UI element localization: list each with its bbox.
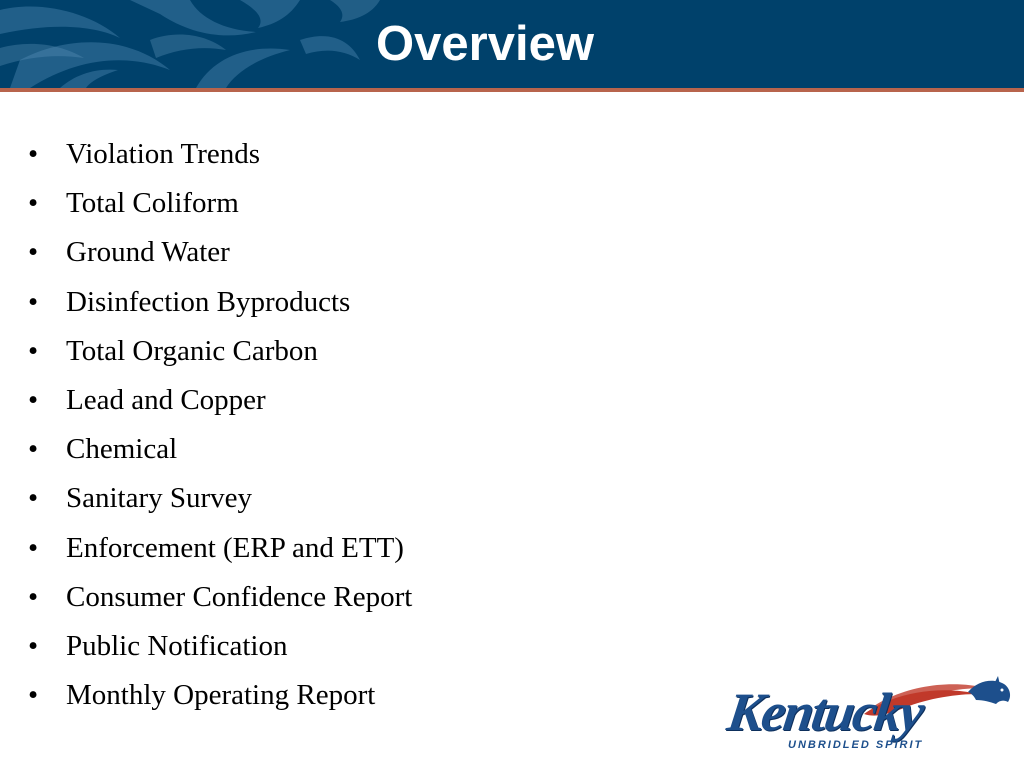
bullet-item [0,573,412,622]
title-banner [0,0,1024,88]
bullet-point: • [28,285,39,318]
bullet-point: • [28,531,39,564]
bullet-item [0,376,412,425]
bullet-item [0,228,412,277]
bullet-text: Disinfection Byproducts [66,285,351,318]
bullet-point: • [28,629,39,662]
bullet-text: Public Notification [66,629,288,662]
bullet-text: Violation Trends [66,138,261,170]
bullet-text: Lead and Copper [66,383,266,416]
kentucky-logo [722,672,1018,762]
bullet-item [0,130,412,179]
bullet-text: Monthly Operating Report [66,679,376,712]
bullet-point: • [28,334,39,367]
bullet-point: • [28,187,39,220]
bullet-item [0,671,412,720]
bullet-point: • [28,679,39,712]
bullet-point: • [28,482,39,515]
bullet-text: Total Organic Carbon [66,334,318,367]
title-underline [0,88,1024,92]
bullet-text: Ground Water [66,236,230,269]
bullet-point: • [28,580,39,613]
bullet-text: Enforcement (ERP and ETT) [66,531,404,564]
bullet-item [0,622,412,671]
bullet-item [0,524,412,573]
bullet-point: • [28,138,39,170]
bullet-text: Chemical [66,433,178,466]
bullet-list [0,130,412,720]
bullet-text: Consumer Confidence Report [66,580,413,613]
bullet-item [0,278,412,327]
bullet-text: Sanitary Survey [66,482,253,515]
bullet-item [0,327,412,376]
bullet-point: • [28,433,39,466]
slide-title: Overview [376,17,594,71]
logo-tagline: UNBRIDLED SPIRIT [788,739,924,751]
logo-wordmark: Kentucky [723,682,927,742]
bullet-text: Total Coliform [66,187,239,220]
bullet-item [0,425,412,474]
bullet-point: • [28,383,39,416]
bullet-item [0,474,412,523]
bullet-point: • [28,236,39,269]
bullet-item [0,179,412,228]
